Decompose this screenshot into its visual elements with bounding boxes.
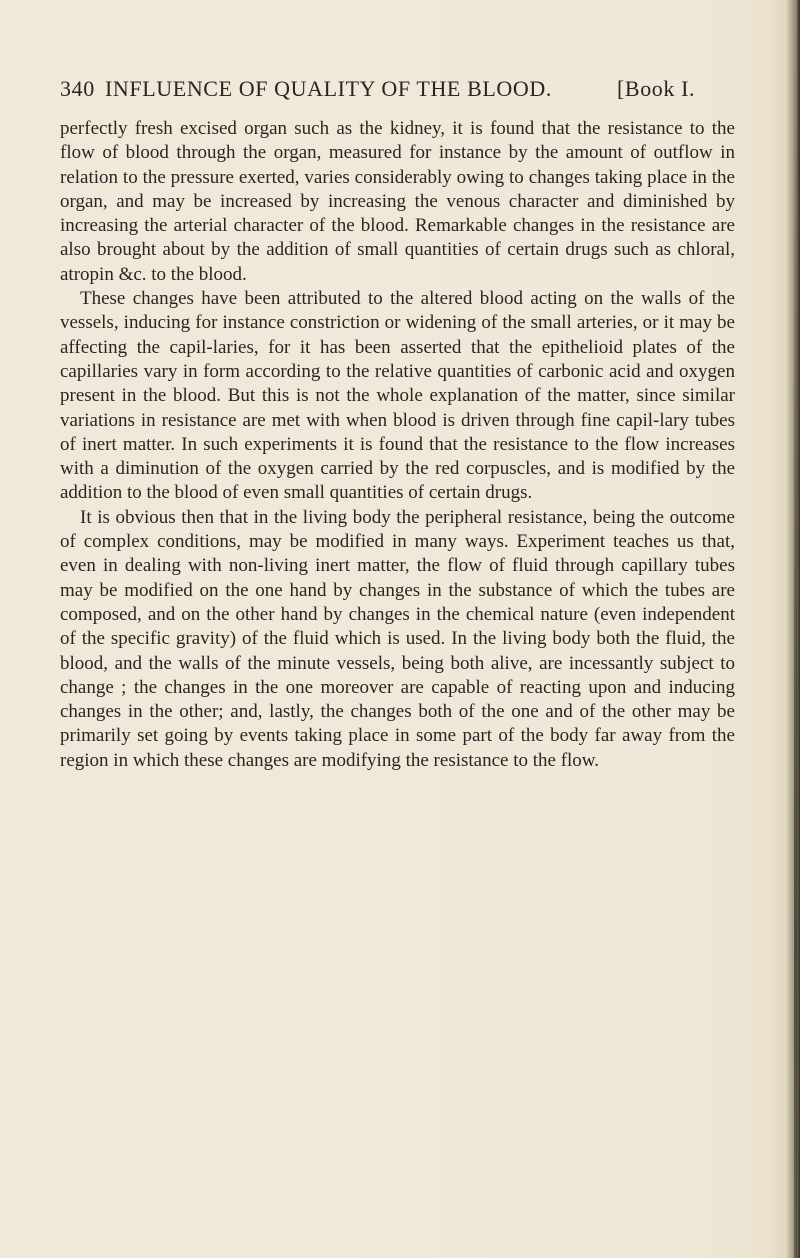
running-head	[60, 76, 740, 104]
page-binding-edge	[794, 0, 797, 1258]
paragraph-continuation: perfectly fresh excised organ such as the kidney, it is found that the resistance to the flow of blood through the organ, measured for instance by the amount of outflow in relation to the pressure exerted, varies considerably owing to changes taking place in the organ, and may be increased by increasing the venous character and diminished by increasing the arterial character of the blood. Remarkable changes in the resistance are also brought about by the addition of small quantities of certain drugs such as chloral, atropin &c. to the blood.	[60, 118, 735, 285]
running-head-section: [Book I.	[617, 76, 696, 101]
paragraph: These changes have been attributed to the altered blood acting on the walls of the vessels, inducing for instance constriction or widening of the small arteries, or it may be affecting the capil-laries, for it has been asserted that the epithelioid plates of the capillaries vary in form according to the relative quantities of carbonic acid and oxygen present in the blood. But this is not the whole explanation of the matter, since similar variations in resistance are met with when blood is driven through fine capil-lary tubes of inert matter. In such experiments it is found that the resistance to the flow increases with a diminution of the oxygen carried by the red corpuscles, and is modified by the addition to the blood of even small quantities of certain drugs.	[60, 288, 735, 504]
page-number: 340	[60, 76, 95, 101]
body-text	[60, 117, 735, 773]
paragraph: It is obvious then that in the living body the peripheral resistance, being the outcome of complex conditions, may be modified in many ways. Experiment teaches us that, even in dealing with non-living inert matter, the flow of fluid through capillary tubes may be modified on the one hand by changes in the substance of which the tubes are composed, and on the other hand by changes in the chemical nature (even independent of the specific gravity) of the fluid which is used. In the living body both the fluid, the blood, and the walls of the minute vessels, being both alive, are incessantly subject to change ; the changes in the one moreover are capable of reacting upon and inducing changes in the other; and, lastly, the changes both of the one and of the other may be primarily set going by events taking place in some part of the body far away from the region in which these changes are modifying the resistance to the flow.	[60, 506, 735, 771]
running-head-title: INFLUENCE OF QUALITY OF THE BLOOD.	[105, 76, 552, 101]
page-edge-shadow	[786, 0, 800, 1258]
